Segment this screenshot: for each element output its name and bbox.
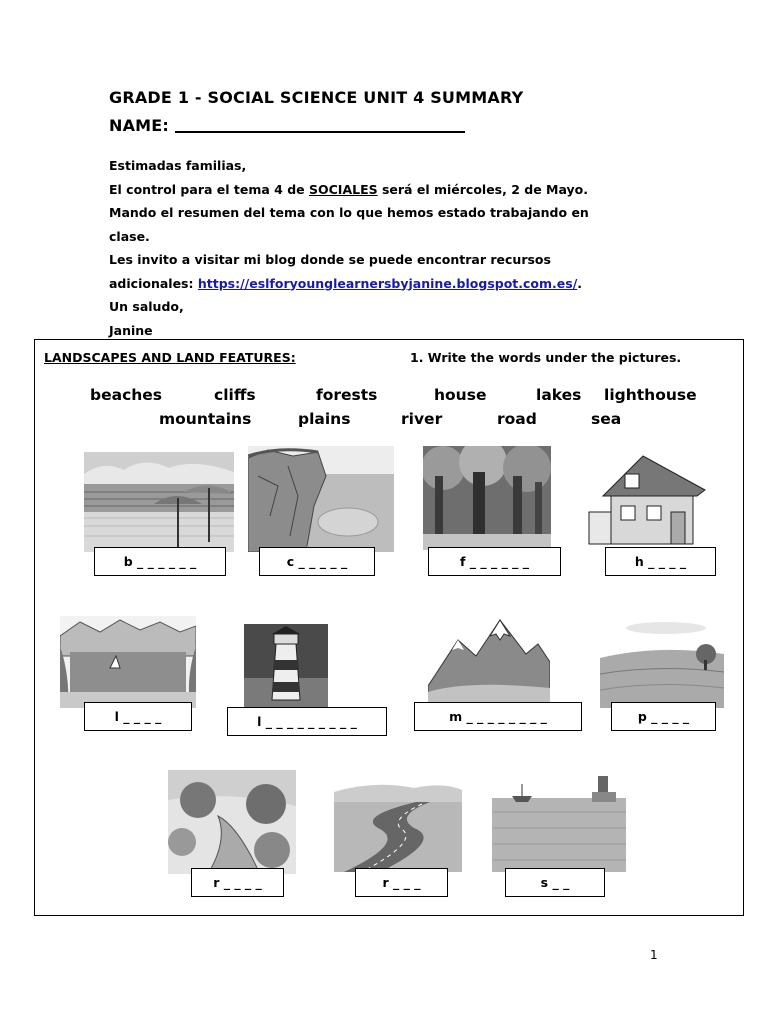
word-road: road xyxy=(497,410,537,428)
greeting: Estimadas familias, xyxy=(109,158,247,173)
word-sea: sea xyxy=(591,410,622,428)
intro-line-4: Les invito a visitar mi blog donde se puede encontrar recursos xyxy=(109,252,551,267)
name-blank-line xyxy=(175,115,465,133)
word-cliffs: cliffs xyxy=(214,386,256,404)
answer-box-beaches[interactable]: b _ _ _ _ _ _ xyxy=(94,547,226,576)
intro-line-3: clase. xyxy=(109,228,150,244)
section-title: LANDSCAPES AND LAND FEATURES: xyxy=(44,350,296,365)
road-illustration xyxy=(334,776,462,872)
word-lakes: lakes xyxy=(536,386,582,404)
signature: Janine xyxy=(109,322,153,338)
intro-line-1: El control para el tema 4 de SOCIALES será el miércoles, 2 de Mayo. xyxy=(109,181,589,197)
blog-link[interactable]: https://eslforyounglearnersbyjanine.blogspot.com.es/ xyxy=(197,275,578,291)
word-plains: plains xyxy=(298,410,351,428)
name-field xyxy=(109,115,465,135)
worksheet-title xyxy=(109,88,523,107)
beach-illustration xyxy=(84,452,234,552)
word-mountains: mountains xyxy=(159,410,252,428)
answer-box-sea[interactable]: s _ _ xyxy=(505,868,605,897)
answer-box-plains[interactable]: p _ _ _ _ xyxy=(611,702,716,731)
answer-box-road[interactable]: r _ _ _ xyxy=(355,868,448,897)
word-lighthouse: lighthouse xyxy=(604,386,697,404)
word-house: house xyxy=(434,386,487,404)
word-river: river xyxy=(401,410,443,428)
lake-illustration xyxy=(60,616,196,708)
instruction: 1. Write the words under the pictures. xyxy=(410,350,682,365)
answer-box-house[interactable]: h _ _ _ _ xyxy=(605,547,716,576)
answer-box-lakes[interactable]: l _ _ _ _ xyxy=(84,702,192,731)
answer-box-river[interactable]: r _ _ _ _ xyxy=(191,868,284,897)
cliffs-illustration xyxy=(248,446,394,552)
subject-name: SOCIALES xyxy=(308,181,378,197)
word-forests: forests xyxy=(316,386,378,404)
intro-line-2: Mando el resumen del tema con lo que hemos estado trabajando en xyxy=(109,205,589,220)
answer-box-cliffs[interactable]: c _ _ _ _ _ xyxy=(259,547,375,576)
plains-illustration xyxy=(600,614,724,708)
house-illustration xyxy=(585,452,707,548)
forest-illustration xyxy=(423,446,551,550)
answer-box-lighthouse[interactable]: l _ _ _ _ _ _ _ _ _ xyxy=(227,707,387,736)
mountains-illustration xyxy=(428,616,550,706)
word-beaches: beaches xyxy=(90,386,163,404)
title-text: GRADE 1 - SOCIAL SCIENCE UNIT 4 SUMMARY xyxy=(109,88,524,107)
intro-letter xyxy=(109,154,669,342)
sea-illustration xyxy=(492,772,626,872)
river-illustration xyxy=(168,770,296,874)
answer-box-forests[interactable]: f _ _ _ _ _ _ xyxy=(428,547,561,576)
intro-line-5: adicionales: https://eslforyounglearnersbyjanine.blogspot.com.es/. xyxy=(109,275,583,291)
closing: Un saludo, xyxy=(109,299,184,314)
lighthouse-illustration xyxy=(244,624,328,710)
name-label: NAME: xyxy=(109,116,170,135)
answer-box-mountains[interactable]: m _ _ _ _ _ _ _ _ xyxy=(414,702,582,731)
page-number: 1 xyxy=(650,948,658,962)
